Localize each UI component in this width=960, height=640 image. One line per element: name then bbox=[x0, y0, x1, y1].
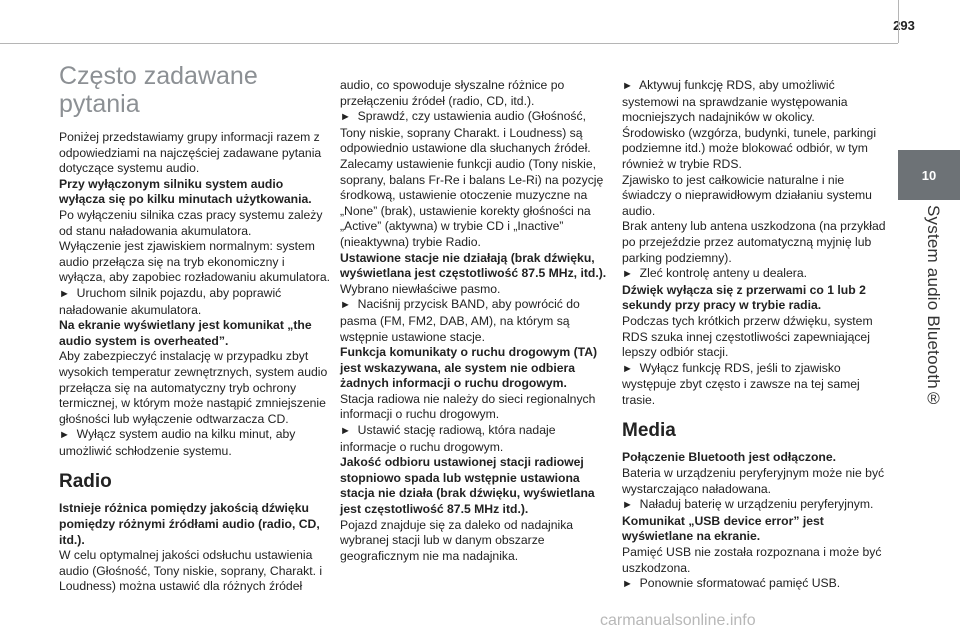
arrow-right-icon: ► bbox=[622, 268, 633, 281]
answer: audio, co spowoduje słyszalne różnice po przełączeniu źródeł (radio, CD, itd.). bbox=[340, 78, 565, 108]
solution-text: Zleć kontrolę anteny u dealera. bbox=[639, 266, 808, 281]
solution-step bbox=[622, 497, 894, 514]
arrow-right-icon: ► bbox=[59, 287, 70, 300]
chapter-sidebar bbox=[898, 0, 960, 640]
question: Na ekranie wyświetlany jest komunikat „the audio system is overheated”. bbox=[59, 318, 312, 348]
solution-text: Uruchom silnik pojazdu, aby poprawić naładowanie akumulatora. bbox=[59, 285, 282, 317]
sidebar-top-border bbox=[898, 0, 960, 43]
chapter-tab[interactable]: 10 bbox=[898, 150, 960, 200]
solution-text: Ustawić stację radiową, która nadaje informacje o ruchu drogowym. bbox=[340, 423, 556, 454]
answer: Brak anteny lub antena uszkodzona (na przykład po przejeździe przez automatyczną myjnię lub parking podziemny). bbox=[622, 219, 886, 265]
answer: Stacja radiowa nie należy do sieci regionalnych informacji o ruchu drogowym. bbox=[340, 391, 596, 422]
question: Połączenie Bluetooth jest odłączone. bbox=[622, 450, 836, 465]
arrow-right-icon: ► bbox=[622, 499, 633, 512]
answer: Środowisko (wzgórza, budynki, tunele, parkingi podziemne itd.) może blokować odbiór, w tym również w trybie RDS. bbox=[622, 125, 877, 171]
solution-text: Wyłącz system audio na kilku minut, aby umożliwić schłodzenie systemu. bbox=[59, 427, 296, 458]
question: Przy wyłączonym silniku system audio wyłącza się po kilku minutach użytkowania. bbox=[59, 176, 312, 207]
arrow-right-icon: ► bbox=[622, 578, 633, 591]
solution-text: Ponownie sformatować pamięć USB. bbox=[639, 576, 841, 591]
page-number: 293 bbox=[893, 18, 915, 33]
solution-text: Wyłącz funkcję RDS, jeśli to zjawisko występuje zbyt często i zawsze na tej samej trasie. bbox=[622, 360, 860, 407]
header-divider bbox=[0, 43, 898, 44]
solution-step bbox=[340, 109, 612, 250]
watermark: carmanualsonline.info bbox=[600, 612, 756, 629]
answer: Po wyłączeniu silnika czas pracy systemu zależy od stanu naładowania akumulatora. bbox=[59, 207, 323, 238]
question: Ustawione stacje nie działają (brak dźwięku, wyświetlana jest częstotliwość 87.5 MHz, itd.). bbox=[340, 250, 607, 281]
arrow-right-icon: ► bbox=[340, 299, 351, 312]
solution-step bbox=[622, 78, 894, 126]
question: Dźwięk wyłącza się z przerwami co 1 lub 2 sekundy przy pracy w trybie radia. bbox=[622, 282, 866, 313]
arrow-right-icon: ► bbox=[340, 425, 351, 438]
solution-step bbox=[340, 423, 612, 455]
question: Funkcja komunikaty o ruchu drogowym (TA) jest wskazywana, ale system nie odbiera żadnych informacji o ruchu drogowym. bbox=[340, 345, 598, 391]
column-3 bbox=[622, 78, 894, 593]
intro-text: Poniżej przedstawiamy grupy informacji razem z odpowiedziami na najczęściej zadawane pytania dotyczące systemu audio. bbox=[59, 130, 322, 176]
solution-text: Naładuj baterię w urządzeniu peryferyjnym. bbox=[639, 497, 874, 512]
arrow-right-icon: ► bbox=[622, 362, 633, 375]
page-title: Często zadawane pytania bbox=[59, 62, 258, 118]
column-2 bbox=[340, 78, 612, 564]
solution-text: Naciśnij przycisk BAND, aby powrócić do pasma (FM, FM2, DAB, AM), na którym są wstępnie ustawione stacje. bbox=[340, 297, 580, 344]
arrow-right-icon: ► bbox=[340, 111, 351, 124]
column-1 bbox=[59, 62, 331, 595]
solution-step bbox=[59, 427, 331, 459]
answer: Podczas tych krótkich przerw dźwięku, system RDS szuka innej częstotliwości zapewniającej lepszy odbiór stacji. bbox=[622, 313, 873, 360]
question: Komunikat „USB device error” jest wyświetlane na ekranie. bbox=[622, 513, 824, 544]
solution-step bbox=[622, 576, 894, 593]
answer: Bateria w urządzeniu peryferyjnym może nie być wystarczająco naładowana. bbox=[622, 466, 885, 496]
solution-step bbox=[622, 361, 894, 409]
arrow-right-icon: ► bbox=[622, 80, 633, 92]
answer: Aby zabezpieczyć instalację w przypadku zbyt wysokich temperatur zewnętrznych, system audio przełącza się na automatyczny tryb ochrony termicznej, w którym może nastąpić zmniejszenie głośności lub wyłączenie odtwarzacza CD. bbox=[59, 349, 328, 426]
answer: Wybrano niewłaściwe pasmo. bbox=[340, 281, 501, 296]
answer: Pojazd znajduje się za daleko od nadajnika wybranej stacji lub w danym obszarze geograficznym nie ma nadajnika. bbox=[340, 517, 574, 563]
chapter-title: System audio Bluetooth® bbox=[924, 205, 943, 409]
question: Jakość odbioru ustawionej stacji radiowej stopniowo spada lub wstępnie ustawiona stacja nie działa (brak dźwięku, wyświetlana jest częstotliwość 87.5 MHz itd.). bbox=[340, 455, 595, 517]
answer: Zjawisko to jest całkowicie naturalne i nie świadczy o nieprawidłowym działaniu systemu audio. bbox=[622, 172, 872, 218]
solution-text: Sprawdź, czy ustawienia audio (Głośność, Tony niskie, soprany Charakt. i Loudness) są odpowiednio ustawione dla słuchanych źródeł. Zalecamy ustawienie funkcji audio (Tony niskie, soprany, balans Fr-Re i balans Le-Ri) na pozycję środkową, ustawienie otoczenie muzyczne na „None” (brak), ustawienie korekty głośności na „Active” (aktywna) w trybie CD i „Inactive” (nieaktywna) trybie Radio. bbox=[340, 109, 604, 249]
solution-text: Aktywuj funkcję RDS, aby umożliwić systemowi na sprawdzanie występowania mocniejszych nadajników w okolicy. bbox=[622, 78, 848, 125]
section-heading-radio: Radio bbox=[59, 471, 112, 493]
solution-step bbox=[59, 286, 331, 318]
section-heading-media: Media bbox=[622, 420, 676, 442]
answer: Pamięć USB nie została rozpoznana i może być uszkodzona. bbox=[622, 545, 882, 575]
answer: Wyłączenie jest zjawiskiem normalnym: system audio przełącza się na tryb ekonomiczny i wyłącza, aby zapobiec rozładowaniu akumulatora. bbox=[59, 239, 330, 285]
answer: W celu optymalnej jakości odsłuchu ustawienia audio (Głośność, Tony niskie, soprany, Charakt. i Loudness) można ustawić dla różnych źródeł bbox=[59, 548, 323, 594]
question: Istnieje różnica pomiędzy jakością dźwięku pomiędzy różnymi źródłami audio (radio, CD, itd.). bbox=[59, 501, 320, 547]
arrow-right-icon: ► bbox=[59, 429, 70, 442]
solution-step bbox=[340, 297, 612, 345]
solution-step bbox=[622, 266, 894, 283]
